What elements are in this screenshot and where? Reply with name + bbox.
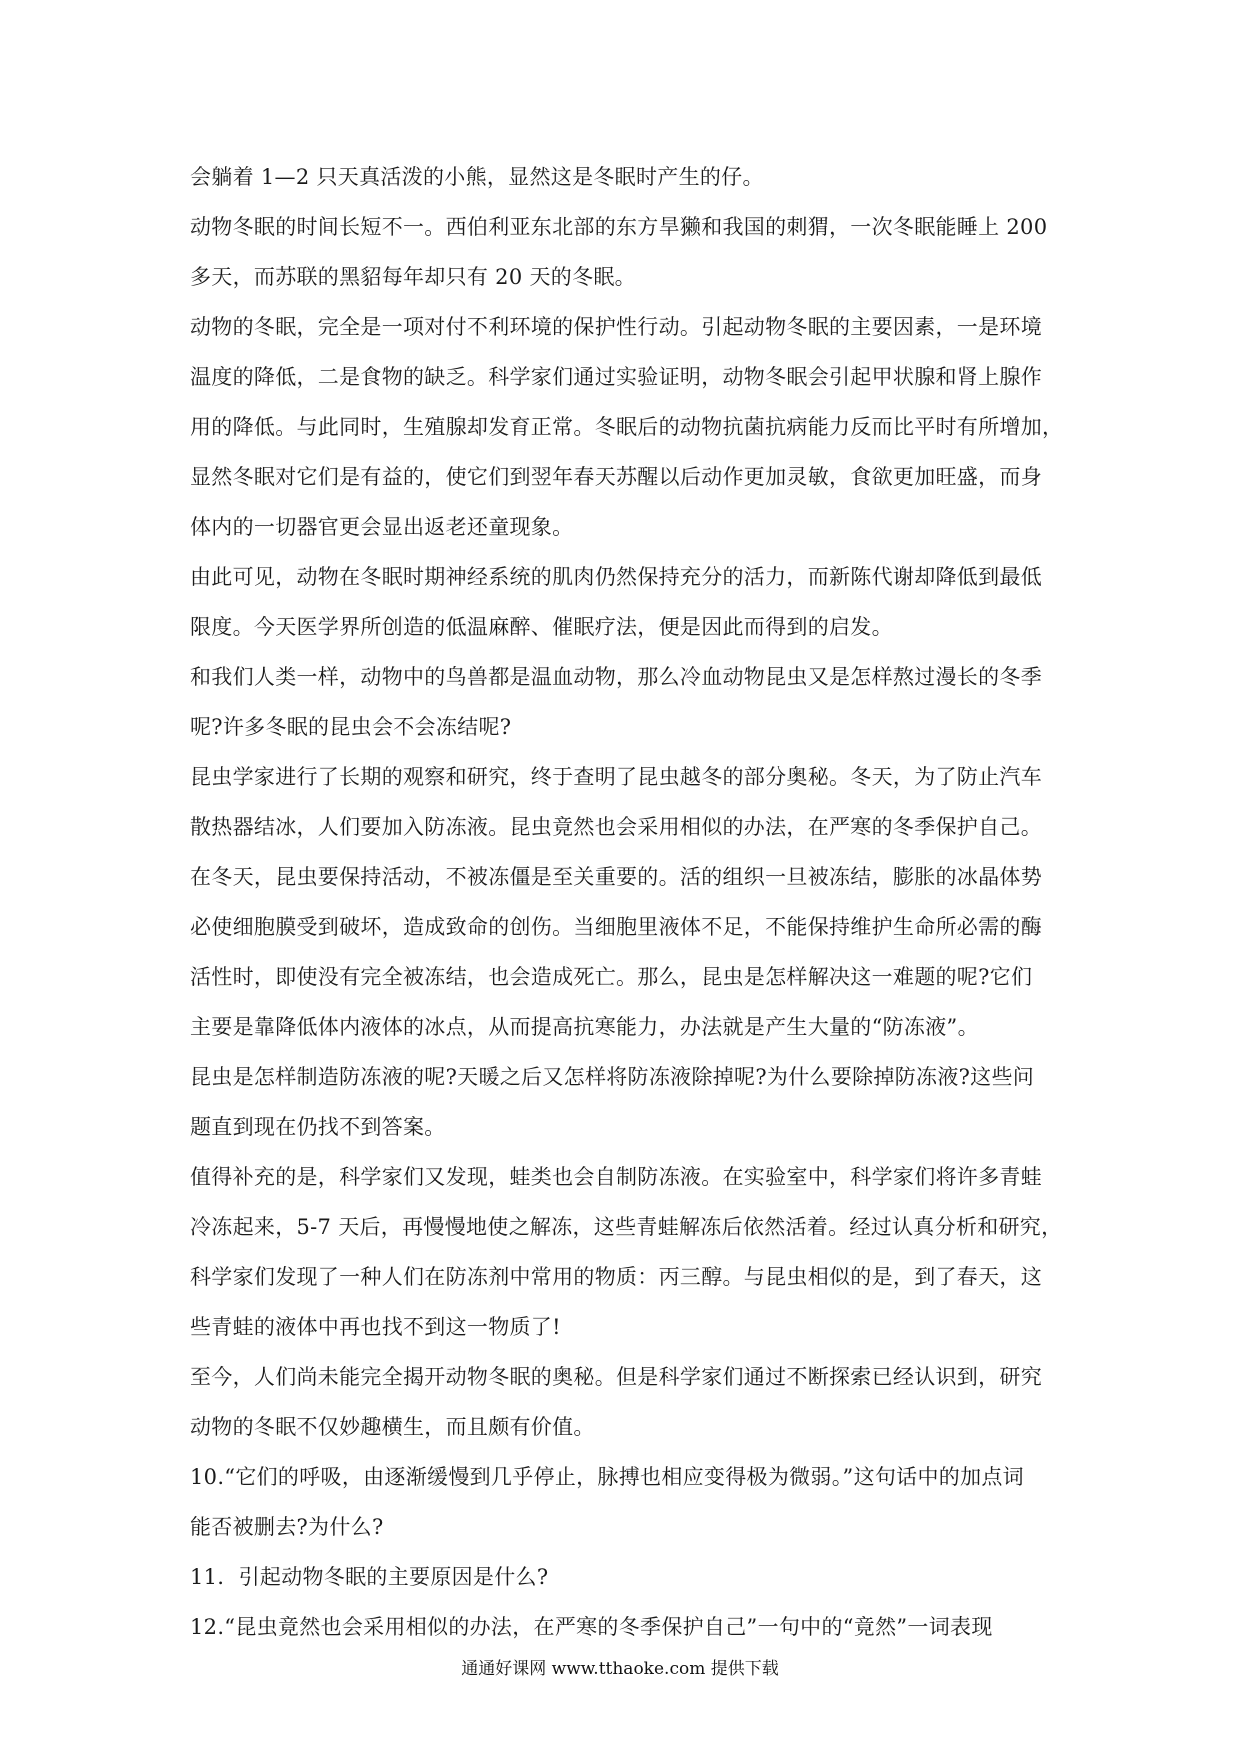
- text-line: 会躺着 1—2 只天真活泼的小熊，显然这是冬眠时产生的仔。: [190, 165, 764, 189]
- text-line: 由此可见，动物在冬眠时期神经系统的肌肉仍然保持充分的活力，而新陈代谢却降低到最低: [190, 565, 1042, 589]
- text-line: 用的降低。与此同时，生殖腺却发育正常。冬眠后的动物抗菌抗病能力反而比平时有所增加，: [190, 415, 1064, 439]
- text-line: 呢?许多冬眠的昆虫会不会冻结呢?: [190, 715, 512, 739]
- text-line: 值得补充的是，科学家们又发现，蛙类也会自制防冻液。在实验室中，科学家们将许多青蛙: [190, 1165, 1042, 1189]
- question-line: 12.“昆虫竟然也会采用相似的办法，在严寒的冬季保护自己”一句中的“竟然”一词表现: [190, 1615, 993, 1639]
- text-line: 至今，人们尚未能完全揭开动物冬眠的奥秘。但是科学家们通过不断探索已经认识到，研究: [190, 1365, 1042, 1389]
- text-line: 体内的一切器官更会显出返老还童现象。: [190, 515, 574, 539]
- document-body: [190, 152, 1064, 1652]
- text-line: 冷冻起来，5-7 天后，再慢慢地使之解冻，这些青蛙解冻后依然活着。经过认真分析和研究，: [190, 1215, 1063, 1239]
- text-line: 题直到现在仍找不到答案。: [190, 1115, 446, 1139]
- text-line: 昆虫学家进行了长期的观察和研究，终于查明了昆虫越冬的部分奥秘。冬天，为了防止汽车: [190, 765, 1042, 789]
- text-line: 显然冬眠对它们是有益的，使它们到翌年春天苏醒以后动作更加灵敏，食欲更加旺盛，而身: [190, 465, 1042, 489]
- text-line: 多天，而苏联的黑貂每年却只有 20 天的冬眠。: [190, 265, 636, 289]
- text-line: 主要是靠降低体内液体的冰点，从而提高抗寒能力，办法就是产生大量的“防冻液”。: [190, 1015, 979, 1039]
- text-line: 动物冬眠的时间长短不一。西伯利亚东北部的东方旱獭和我国的刺猬，一次冬眠能睡上 200: [190, 215, 1048, 239]
- question-line: 能否被删去?为什么?: [190, 1515, 384, 1539]
- question-line: 10.“它们的呼吸，由逐渐缓慢到几乎停止，脉搏也相应变得极为微弱。”这句话中的加点词: [190, 1465, 1024, 1489]
- question-line: 11．引起动物冬眠的主要原因是什么?: [190, 1565, 549, 1589]
- text-line: 些青蛙的液体中再也找不到这一物质了!: [190, 1315, 561, 1339]
- text-line: 散热器结冰，人们要加入防冻液。昆虫竟然也会采用相似的办法，在严寒的冬季保护自己。: [190, 815, 1042, 839]
- text-line: 活性时，即使没有完全被冻结，也会造成死亡。那么，昆虫是怎样解决这一难题的呢?它们: [190, 965, 1033, 989]
- page-footer: 通通好课网 www.tthaoke.com 提供下载: [461, 1659, 779, 1679]
- text-line: 限度。今天医学界所创造的低温麻醉、催眠疗法，便是因此而得到的启发。: [190, 615, 893, 639]
- text-line: 昆虫是怎样制造防冻液的呢?天暖之后又怎样将防冻液除掉呢?为什么要除掉防冻液?这些问: [190, 1065, 1035, 1089]
- text-line: 和我们人类一样，动物中的鸟兽都是温血动物，那么冷血动物昆虫又是怎样熬过漫长的冬季: [190, 665, 1042, 689]
- text-line: 必使细胞膜受到破坏，造成致命的创伤。当细胞里液体不足，不能保持维护生命所必需的酶: [190, 915, 1042, 939]
- text-line: 动物的冬眠不仅妙趣横生，而且颇有价值。: [190, 1415, 595, 1439]
- text-line: 科学家们发现了一种人们在防冻剂中常用的物质：丙三醇。与昆虫相似的是，到了春天，这: [190, 1265, 1042, 1289]
- text-line: 动物的冬眠，完全是一项对付不利环境的保护性行动。引起动物冬眠的主要因素，一是环境: [190, 315, 1042, 339]
- text-line: 在冬天，昆虫要保持活动，不被冻僵是至关重要的。活的组织一旦被冻结，膨胀的冰晶体势: [190, 865, 1042, 889]
- text-line: 温度的降低，二是食物的缺乏。科学家们通过实验证明，动物冬眠会引起甲状腺和肾上腺作: [190, 365, 1042, 389]
